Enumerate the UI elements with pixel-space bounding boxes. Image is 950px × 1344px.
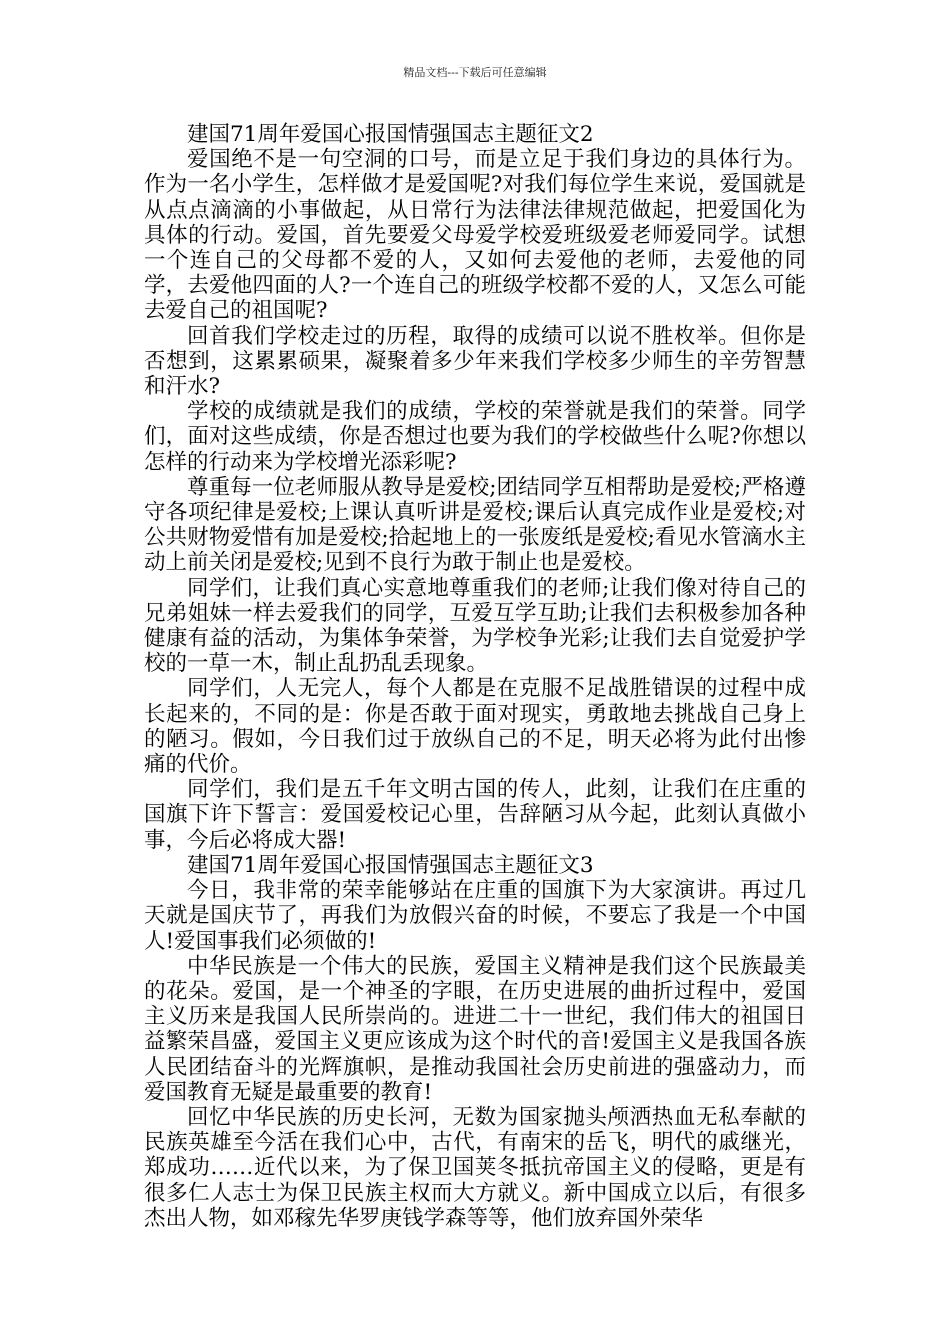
paragraph: 爱国绝不是一句空洞的口号，而是立足于我们身边的具体行为。作为一名小学生，怎样做才是爱国呢?对我们每位学生来说，爱国就是从点点滴滴的小事做起，从日常行为法律法律规范做起，把爱国化为具体的行动。爱国，首先要爱父母爱学校爱班级爱老师爱同学。试想一个连自己的父母都不爱的人，又如何去爱他的老师，去爱他的同学，去爱他四面的人?一个连自己的班级学校都不爱的人，又怎么可能去爱自己的祖国呢?	[144, 147, 806, 324]
essay-title-3: 建国71周年爱国心报国情强国志主题征文3	[187, 852, 594, 878]
paragraph: 今日，我非常的荣幸能够站在庄重的国旗下为大家演讲。再过几天就是国庆节了，再我们为放假兴奋的时候，不要忘了我是一个中国人!爱国事我们必须做的!	[144, 878, 806, 954]
paragraph: 尊重每一位老师服从教导是爱校;团结同学互相帮助是爱校;严格遵守各项纪律是爱校;上课认真听讲是爱校;课后认真完成作业是爱校;对公共财物爱惜有加是爱校;拾起地上的一张废纸是爱校;看见水管滴水主动上前关闭是爱校;见到不良行为敢于制止也是爱校。	[144, 474, 806, 576]
paragraph: 同学们，人无完人，每个人都是在克服不足战胜错误的过程中成长起来的，不同的是：你是否敢于面对现实，勇敢地去挑战自己身上的陋习。假如，今日我们过于放纵自己的不足，明天必将为此付出惨痛的代价。	[144, 676, 806, 778]
paragraph: 回首我们学校走过的历程，取得的成绩可以说不胜枚举。但你是否想到，这累累硕果，凝聚着多少年来我们学校多少师生的辛劳智慧和汗水?	[144, 323, 806, 400]
paragraph: 同学们，我们是五千年文明古国的传人，此刻，让我们在庄重的国旗下许下誓言：爱国爱校记心里，告辞陋习从今起，此刻认真做小事，今后必将成大器!	[144, 777, 806, 853]
paragraph: 同学们，让我们真心实意地尊重我们的老师;让我们像对待自己的兄弟姐妹一样去爱我们的同学，互爱互学互助;让我们去积极参加各种健康有益的活动，为集体争荣誉，为学校争光彩;让我们去自觉爱护学校的一草一木，制止乱扔乱丢现象。	[144, 575, 806, 677]
paragraph: 学校的成绩就是我们的成绩，学校的荣誉就是我们的荣誉。同学们，面对这些成绩，你是否想过也要为我们的学校做些什么呢?你想以怎样的行动来为学校增光添彩呢?	[144, 399, 806, 475]
document-body	[144, 122, 806, 1231]
paragraph: 中华民族是一个伟大的民族，爱国主义精神是我们这个民族最美的花朵。爱国，是一个神圣的字眼，在历史进展的曲折过程中，爱国主义历来是我国人民所崇尚的。进进二十一世纪，我们伟大的祖国日益繁荣昌盛，爱国主义更应该成为这个时代的音!爱国主义是我国各族人民团结奋斗的光辉旗帜，是推动我国社会历史前进的强盛动力，而爱国教育无疑是最重要的教育!	[144, 953, 806, 1105]
paragraph: 回忆中华民族的历史长河，无数为国家抛头颅洒热血无私奉献的民族英雄至今活在我们心中，古代，有南宋的岳飞，明代的戚继光，郑成功……近代以来，为了保卫国荚冬抵抗帝国主义的侵略，更是有很多仁人志士为保卫民族主权而大方就义。新中国成立以后，有很多杰出人物，如邓稼先华罗庚钱学森等等，他们放弃国外荣华	[144, 1104, 806, 1231]
essay-title-2: 建国71周年爱国心报国情强国志主题征文2	[187, 122, 594, 147]
page-header: 精品文档---下载后可任意编辑	[403, 66, 547, 79]
